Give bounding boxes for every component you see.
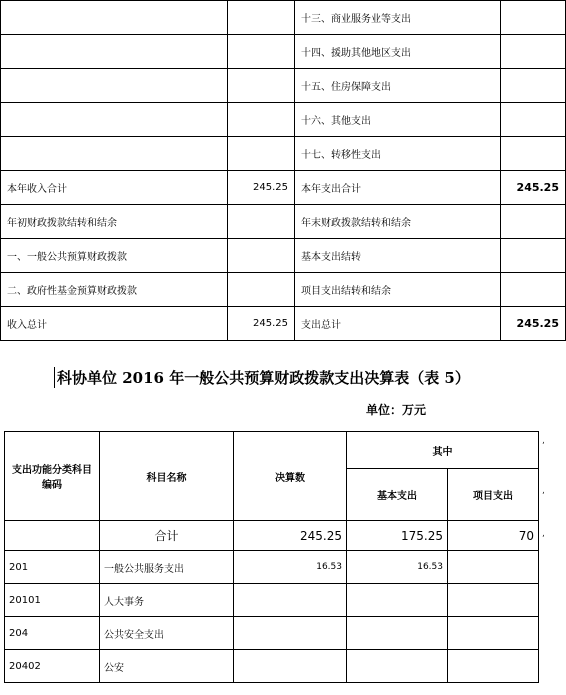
income-item-amount xyxy=(228,239,295,273)
income-item-label xyxy=(1,35,228,69)
header-amount: 决算数 xyxy=(234,432,347,521)
row-project xyxy=(448,584,539,617)
expense-item-amount xyxy=(501,137,566,171)
table-row xyxy=(5,551,539,584)
side-mark: , xyxy=(542,486,545,496)
total-project: 70 xyxy=(448,521,539,551)
table-row xyxy=(5,617,539,650)
general-budget-expenditure-table xyxy=(4,431,539,683)
summary-row xyxy=(1,103,566,137)
expense-item-amount xyxy=(501,69,566,103)
summary-row xyxy=(1,171,566,205)
expense-item-label: 支出总计 xyxy=(295,307,501,341)
header-group: 其中 xyxy=(347,432,539,469)
income-item-amount xyxy=(228,205,295,239)
total-basic: 175.25 xyxy=(347,521,448,551)
income-item-label: 二、政府性基金预算财政拨款 xyxy=(1,273,228,307)
row-amount xyxy=(234,617,347,650)
row-code: 20101 xyxy=(5,584,100,617)
side-mark: , xyxy=(542,436,545,446)
row-basic xyxy=(347,617,448,650)
summary-row xyxy=(1,69,566,103)
income-item-amount xyxy=(228,137,295,171)
row-project xyxy=(448,551,539,584)
expense-item-label: 本年支出合计 xyxy=(295,171,501,205)
expense-item-label: 项目支出结转和结余 xyxy=(295,273,501,307)
unit-label: 单位：万元 xyxy=(366,403,427,417)
total-row xyxy=(5,521,539,551)
header-project: 项目支出 xyxy=(448,469,539,521)
expense-item-label: 十四、援助其他地区支出 xyxy=(295,35,501,69)
row-amount xyxy=(234,584,347,617)
income-item-label xyxy=(1,137,228,171)
expense-item-amount xyxy=(501,205,566,239)
income-item-label: 收入总计 xyxy=(1,307,228,341)
row-code: 204 xyxy=(5,617,100,650)
summary-row xyxy=(1,35,566,69)
income-expense-summary-table xyxy=(0,0,566,341)
income-item-label: 一、一般公共预算财政拨款 xyxy=(1,239,228,273)
summary-row xyxy=(1,1,566,35)
row-code: 20402 xyxy=(5,650,100,683)
row-name: 一般公共服务支出 xyxy=(100,551,234,584)
table-row xyxy=(5,584,539,617)
income-item-amount xyxy=(228,1,295,35)
summary-row xyxy=(1,307,566,341)
income-item-amount xyxy=(228,35,295,69)
summary-row xyxy=(1,239,566,273)
income-item-amount xyxy=(228,69,295,103)
expense-item-amount xyxy=(501,273,566,307)
row-code: 201 xyxy=(5,551,100,584)
expense-item-amount xyxy=(501,35,566,69)
total-label: 合计 xyxy=(100,521,234,551)
row-basic: 16.53 xyxy=(347,551,448,584)
header-basic: 基本支出 xyxy=(347,469,448,521)
row-amount: 16.53 xyxy=(234,551,347,584)
income-item-label: 年初财政拨款结转和结余 xyxy=(1,205,228,239)
row-name: 公共安全支出 xyxy=(100,617,234,650)
row-name: 公安 xyxy=(100,650,234,683)
total-amount: 245.25 xyxy=(234,521,347,551)
income-item-amount xyxy=(228,103,295,137)
table-row xyxy=(5,650,539,683)
row-project xyxy=(448,617,539,650)
expense-item-label: 十七、转移性支出 xyxy=(295,137,501,171)
side-mark: , xyxy=(542,529,545,539)
expense-item-amount xyxy=(501,239,566,273)
summary-row xyxy=(1,205,566,239)
expense-item-amount: 245.25 xyxy=(501,307,566,341)
table5-title: 科协单位 2016 年一般公共预算财政拨款支出决算表（表 5） xyxy=(54,367,470,388)
row-amount xyxy=(234,650,347,683)
summary-row xyxy=(1,137,566,171)
header-code: 支出功能分类科目编码 xyxy=(5,432,100,521)
income-item-label xyxy=(1,69,228,103)
expense-item-label: 十三、商业服务业等支出 xyxy=(295,1,501,35)
expense-item-label: 十五、住房保障支出 xyxy=(295,69,501,103)
row-name: 人大事务 xyxy=(100,584,234,617)
income-item-amount: 245.25 xyxy=(228,171,295,205)
expense-item-amount: 245.25 xyxy=(501,171,566,205)
total-code xyxy=(5,521,100,551)
summary-row xyxy=(1,273,566,307)
row-basic xyxy=(347,650,448,683)
income-item-label: 本年收入合计 xyxy=(1,171,228,205)
row-project xyxy=(448,650,539,683)
row-basic xyxy=(347,584,448,617)
expense-item-label: 十六、其他支出 xyxy=(295,103,501,137)
income-item-amount xyxy=(228,273,295,307)
income-item-label xyxy=(1,1,228,35)
expense-item-label: 年末财政拨款结转和结余 xyxy=(295,205,501,239)
income-item-label xyxy=(1,103,228,137)
expense-item-amount xyxy=(501,103,566,137)
expense-item-amount xyxy=(501,1,566,35)
income-item-amount: 245.25 xyxy=(228,307,295,341)
expense-item-label: 基本支出结转 xyxy=(295,239,501,273)
header-name: 科目名称 xyxy=(100,432,234,521)
